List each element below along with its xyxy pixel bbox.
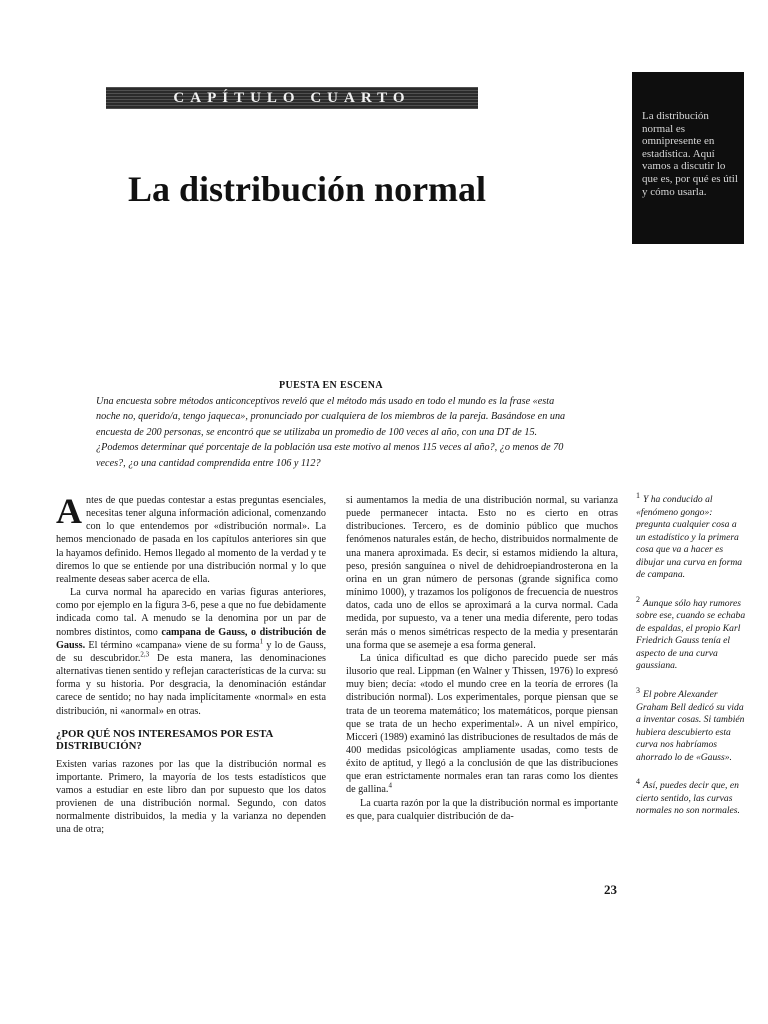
paragraph-normal-curve-part-c: El término «campana» viene de su forma [85,639,260,651]
chapter-title: La distribución normal [128,169,487,209]
margin-note [636,490,748,582]
note-number: 4 [636,777,640,787]
note-text: El pobre Alexander Graham Bell dedicó su vida a inventar cosas. Si también hubiera descubierto esta curva nos habríamos ahorrado lo de «Gauss». [636,689,745,763]
footnote-ref-1: 1 [259,637,264,646]
note-text: Y ha conducido al «fenómeno gongo»: pregunta cualquier cosa a un estadístico y la primera cosa que va a hacer es dibujar una curva en forma de campana. [636,494,743,581]
note-text: Así, puedes decir que, en cierto sentido, las curvas normales no son normales. [636,780,740,817]
scene-text: Una encuesta sobre métodos anticonceptivos reveló que el método más usado en todo el mundo es la frase «esta noche no, querido/a, tengo jaqueca», pronunciado por cualquiera de los miembros de la pareja. Basándose en una encuesta de 200 personas, se encontró que se utilizaba un promedio de 100 veces al año, con una DT de 15. ¿Podemos determinar qué porcentaje de la población usa este motivo al menos 115 veces al año?, ¿o menos de 70 veces?, ¿o una cantidad comprendida entre 106 y 112? [96,395,566,469]
paragraph-reasons: Existen varias razones por las que la distribución normal es importante. Primero, la mayoría de los tests estadísticos que vamos a estudiar en este libro dan por supuesto que los datos provienen de una distribución normal. Segundo, con datos normalmente distribuidos, la media y la varianza no dependen una de otra; [56,758,326,836]
chapter-summary-text: La distribución normal es omnipresente en estadística. Aquí vamos a discutir lo que es, por qué es útil y cómo usarla. [642,110,738,198]
note-text: Aunque sólo hay rumores sobre ese, cuando se echaba de espaldas, el propio Karl Friedrich Gauss tenía el aspecto de una curva gaussiana. [636,597,746,672]
paragraph-normal-curve-part-d: y lo de Gauss, de su descubridor. [56,639,326,664]
paragraph-intro [56,491,326,586]
margin-note [636,594,748,673]
chapter-banner: CAPÍTULO CUARTO [106,87,478,109]
paragraph-fourth-reason: La cuarta razón por la que la distribución normal es importante es que, para cualquier distribución de da- [346,797,618,822]
paragraph-normal-curve [56,586,326,718]
footnote-ref-4: 4 [388,782,392,791]
paragraph-illusion-text: La única dificultad es que dicho parecido puede ser más ilusorio que real. Lippman (en Walner y Thissen, 1976) lo expresó muy bien; decía: «todo el mundo cree en la teoría de errores (la distribución normal). Los experimentales, porque piensan que se trata de un teorema matemático; los matemáticos, porque piensan que se trata de un hecho experimental». A un nivel empírico, Miccerì (1989) examinó las distribuciones de resultados de más de 400 medidas psicológicas ampliamente usadas, como tests de éxito de aptitud, y llegó a la conclusión de que las distribuciones que eran estrictamente normales eran tan raras como los dientes de gallina. [346,652,618,796]
paragraph-intro-text: ntes de que puedas contestar a estas preguntas esenciales, necesitas tener alguna información adicional, comenzando con lo que entendemos por «distribución normal». La hemos mencionado de pasada en los capítulos anteriores sin que la hayamos definido. Hemos llegado al momento de la verdad y te diremos lo que se entiende por una distribución normal y lo que realmente deseas saber acerca de ella. [56,495,326,585]
drop-cap: A [56,491,82,531]
margin-note [636,685,748,764]
footnote-ref-2-3: 2,3 [140,650,150,659]
paragraph-normal-curve-part-a: La curva normal ha aparecido en varias figuras anteriores, como por ejemplo en la figura 3-6, pese a que no fue debidamente indicada como tal. A menudo se la denomina por un par de nombres distintos, como [56,587,326,638]
paragraph-normal-curve-part-e: De esta manera, las denominaciones alternativas tienen sentido y reflejan características de la curva: su forma y su historia. Por desgracia, la denominación estándar carece de sentido; no hay nada implícitamente «normal» en esta distribución, ni «anormal» en otras. [56,652,326,717]
body-column-left [56,491,327,837]
margin-note [636,776,748,818]
paragraph-variance: si aumentamos la media de una distribución normal, su varianza puede permanecer intacta. Esto no es cierto en otras distribuciones. Tercero, es de dominio público que muchos fenómenos naturales están, de hecho, distribuidos normalmente de una manera aproximada. Es decir, si estamos midiendo la altura, peso, presión sanguínea o nivel de dehidroepiandrosterona en la orina en un gran número de personas (grande significa como mínimo 1000), y trazamos los polígonos de frecuencia de nuestros datos, cada uno de ellos se aproximará a la curva normal. Cada medida, por supuesto, va a tener una media diferente, pero todas serán más o menos simétricas respecto de la media y presentarán una forma que se asemeje a esa forma general. [346,495,618,651]
note-number: 1 [636,491,640,500]
scene-heading: PUESTA EN ESCENA [278,380,384,391]
page-number: 23 [604,882,617,897]
paragraph-illusion [346,652,618,797]
note-number: 2 [636,594,640,604]
body-column-right [346,494,618,823]
section-heading: ¿POR QUÉ NOS INTERESAMOS POR ESTA DISTRIBUCIÓN? [56,727,273,752]
note-number: 3 [636,685,640,695]
gauss-terms: campana de Gauss, o distribución de Gauss. [56,626,327,651]
scene-setting [96,378,566,471]
margin-notes [636,490,748,830]
chapter-summary-box [632,72,744,244]
